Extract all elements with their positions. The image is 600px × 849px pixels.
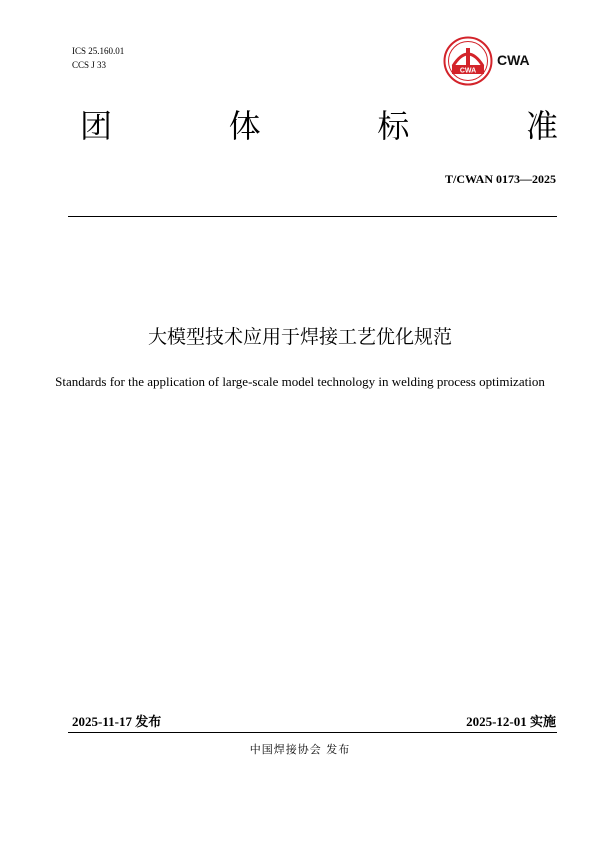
effective-date: 2025-12-01 实施 [466, 714, 556, 729]
title-chinese: 大模型技术应用于焊接工艺优化规范 [147, 326, 452, 348]
publisher: 中国焊接协会 发布 [249, 743, 351, 756]
document-type-char: 团 [80, 107, 113, 145]
release-date: 2025-11-17 发布 [72, 714, 162, 729]
title-english: Standards for the application of large-scale model technology in welding process optimization [55, 374, 545, 389]
logo-badge-text: CWA [459, 67, 477, 75]
cwa-emblem-icon [443, 36, 493, 86]
ics-code: ICS 25.160.01 [72, 46, 125, 56]
document-type-char: 准 [525, 107, 558, 145]
ccs-code: CCS J 33 [72, 60, 107, 70]
top-divider [68, 216, 557, 217]
logo-text: CWA [497, 52, 530, 68]
classification-codes [72, 44, 124, 72]
document-type-char: 体 [228, 107, 261, 145]
document-type-char: 标 [377, 107, 410, 145]
bottom-divider [68, 732, 557, 733]
standard-number: T/CWAN 0173—2025 [444, 172, 556, 186]
document-type-heading [80, 104, 558, 148]
